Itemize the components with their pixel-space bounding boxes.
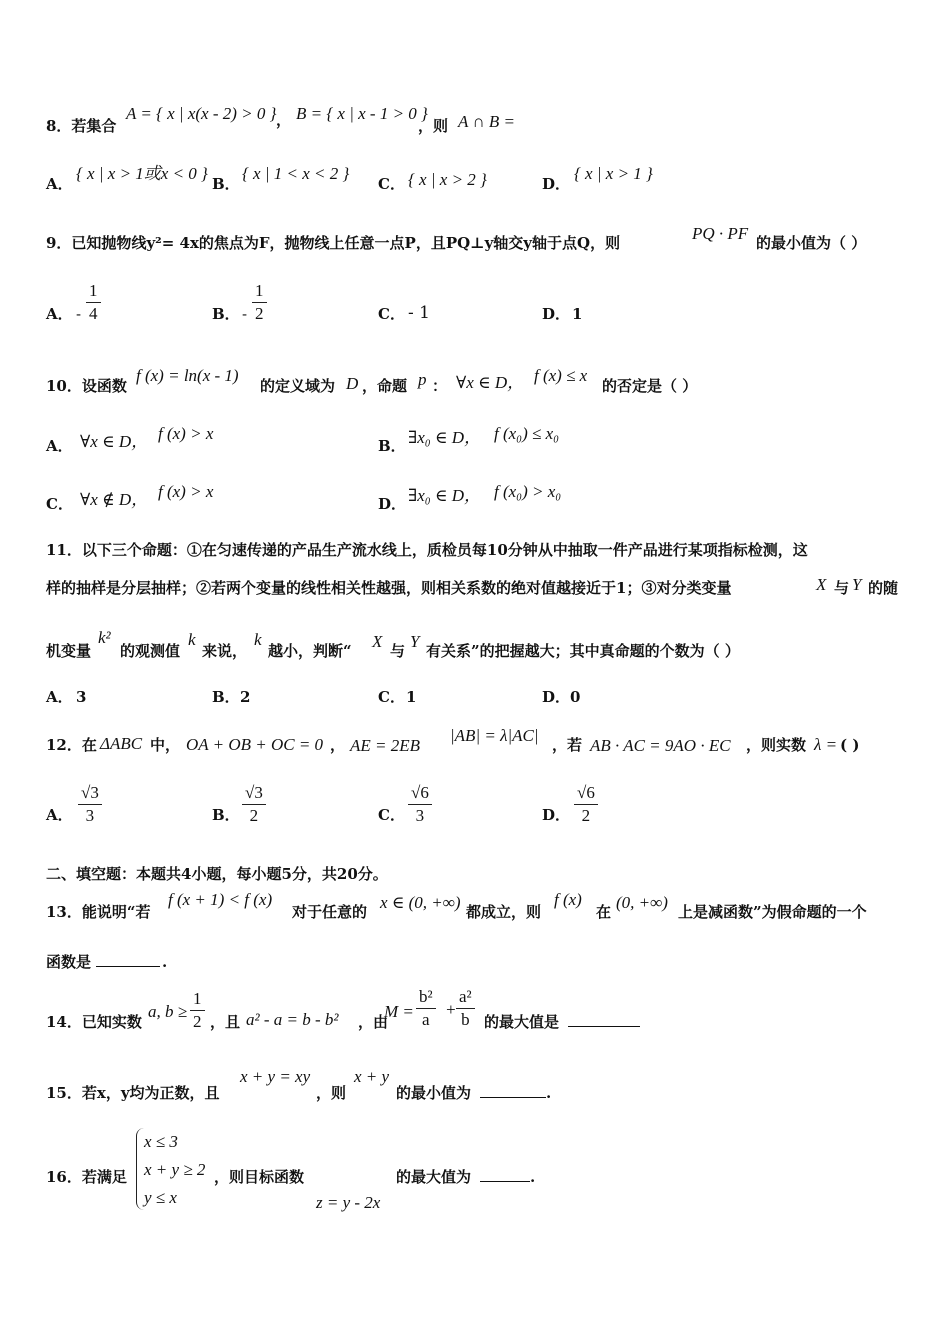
q10-p: p	[418, 370, 427, 389]
q8-prompt: 8．若集合	[46, 117, 117, 135]
q10-opt-a-quant: ∀x ∈ D，	[80, 432, 149, 451]
q11-line3c: 来说，	[202, 642, 248, 660]
q11-opt-c-label: C．	[378, 688, 405, 706]
q13-t4: 上是减函数”为假命题的一个	[678, 903, 867, 921]
q8-set-a: A = { x | x(x - 2) > 0 }	[126, 104, 277, 123]
q11-and-2: 与	[390, 642, 406, 660]
q14-half-fraction	[190, 988, 205, 1033]
numerator: a²	[456, 986, 475, 1009]
q10-cond: f (x) ≤ x	[534, 366, 588, 385]
q8-opt-a-label: A．	[46, 175, 73, 193]
q13-expr3: f (x)	[554, 890, 582, 909]
q12-lambda: λ =	[814, 735, 838, 754]
q10-colon: ：	[432, 377, 448, 395]
q10-mid2: ，命题	[362, 377, 408, 395]
q9-text: 9．已知抛物线y²= 4x的焦点为F，抛物线上任意一点P，且PQ⊥y轴交y轴于点Q，则	[46, 234, 621, 252]
q11-line3a: 机变量	[46, 642, 92, 660]
numerator: √3	[78, 782, 102, 805]
q11-line3e: 有关系”的把握越大；其中真命题的个数为（ ）	[426, 642, 740, 660]
q9-opt-d-text: 1	[572, 305, 583, 323]
q16-objective: z = y - 2x	[316, 1193, 381, 1212]
q14-expr1: a, b ≥	[148, 1002, 188, 1021]
q12-opt-b-label: B．	[212, 806, 240, 824]
q11-opt-d-text: 0	[570, 688, 581, 706]
q10-opt-d-cond: f (x₀) > x₀	[494, 482, 562, 501]
numerator: √6	[408, 782, 432, 805]
q10-opt-b-quant: ∃x₀ ∈ D，	[408, 428, 482, 447]
q14-expr2: a² - a = b - b²	[246, 1010, 339, 1029]
q15-end: .	[546, 1084, 552, 1102]
q13-answer-blank[interactable]	[96, 952, 160, 972]
q16-constraint2: x + y ≥ 2	[144, 1160, 206, 1179]
q8-then: ，则	[418, 117, 449, 135]
q10-opt-a-label: A．	[46, 437, 73, 455]
q9-opt-b-sign: -	[242, 305, 248, 323]
q11-opt-c-text: 1	[406, 688, 417, 706]
denominator: b	[461, 1010, 470, 1029]
q9-expr: PQ · PF	[692, 224, 749, 243]
q16-constraint3: y ≤ x	[144, 1188, 177, 1207]
q15-expr2: x + y	[354, 1067, 390, 1086]
q10-func: f (x) = ln(x - 1)	[136, 366, 239, 385]
q10-opt-d-label: D．	[378, 495, 407, 513]
q14-fraction2	[456, 986, 475, 1031]
q9-tail: 的最小值为（ ）	[756, 234, 867, 252]
q10-opt-c-quant: ∀x ∉ D，	[80, 490, 149, 509]
q11-line2a: 样的抽样是分层抽样；②若两个变量的线性相关性越强，则相关系数的绝对值越接近于1；③对分类变量	[46, 579, 732, 597]
q9-opt-c-text: - 1	[408, 303, 430, 323]
q9-opt-a-sign: -	[76, 305, 82, 323]
denominator: 2	[255, 304, 264, 323]
q9-opt-a-fraction	[86, 280, 101, 325]
numerator: √6	[574, 782, 598, 805]
q8-set-b: B = { x | x - 1 > 0 }	[296, 104, 428, 123]
q12-tail: ，则实数	[746, 736, 807, 754]
q15-prompt: 15．若x，y均为正数，且	[46, 1084, 220, 1102]
q13-expr4: (0, +∞)	[616, 893, 668, 912]
q8-opt-a-text: { x | x > 1或x < 0 }	[76, 164, 208, 183]
q8-opt-d-label: D．	[542, 175, 571, 193]
q14-answer-blank[interactable]	[568, 1012, 640, 1032]
denominator: 2	[249, 806, 259, 825]
q12-opt-d-fraction	[574, 782, 598, 827]
q10-domain: D	[346, 374, 359, 393]
denominator: a	[422, 1010, 430, 1029]
q12-comma: ，	[330, 736, 346, 754]
q13-line2: 函数是	[46, 953, 92, 971]
q12-opt-a-label: A．	[46, 806, 73, 824]
q11-line3d: 越小，判断“	[268, 642, 352, 660]
q11-line2b: 的随	[868, 579, 899, 597]
numerator: 1	[86, 280, 101, 303]
q15-t1: ，则	[316, 1084, 347, 1102]
denominator: 3	[415, 806, 425, 825]
denominator: 2	[581, 806, 591, 825]
q13-t1: 对于任意的	[292, 903, 368, 921]
q12-cond1: OA + OB + OC = 0	[186, 735, 324, 754]
q14-expr3: M =	[384, 1002, 414, 1021]
q15-expr1: x + y = xy	[240, 1067, 311, 1086]
denominator: 4	[89, 304, 98, 323]
q14-prompt: 14．已知实数	[46, 1013, 142, 1031]
q14-plus: +	[445, 1000, 457, 1019]
q11-opt-b-label: B．	[212, 688, 240, 706]
q10-opt-d-quant: ∃x₀ ∈ D，	[408, 486, 482, 505]
q9-opt-a-label: A．	[46, 305, 73, 323]
denominator: 2	[193, 1012, 202, 1031]
q9-opt-b-label: B．	[212, 305, 240, 323]
q15-tail: 的最小值为	[396, 1084, 472, 1102]
q10-opt-a-cond: f (x) > x	[158, 424, 214, 443]
q8-opt-b-label: B．	[212, 175, 240, 193]
q10-opt-c-label: C．	[46, 495, 73, 513]
q11-var-x: X	[816, 575, 827, 594]
q11-var-y-2: Y	[410, 632, 420, 651]
denominator: 3	[85, 806, 95, 825]
q10-opt-b-cond: f (x₀) ≤ x₀	[494, 424, 560, 443]
q11-var-y: Y	[852, 575, 862, 594]
numerator: 1	[190, 988, 205, 1011]
q11-k: k	[188, 630, 196, 649]
q8-expr: A ∩ B =	[458, 112, 515, 131]
q12-opt-d-label: D．	[542, 806, 571, 824]
q9-opt-b-fraction	[252, 280, 267, 325]
q14-t1: ，且	[210, 1013, 241, 1031]
q11-line1: 11．以下三个命题：①在匀速传递的产品生产流水线上，质检员每10分钟从中抽取一件产品进行某项指标检测，这	[46, 541, 808, 559]
q13-prompt: 13．能说明“若	[46, 903, 151, 921]
q16-t1: ，则目标函数	[214, 1168, 305, 1186]
q16-end: .	[530, 1168, 536, 1186]
q9-opt-d-label: D．	[542, 305, 571, 323]
q16-tail: 的最大值为	[396, 1168, 472, 1186]
q10-prompt: 10．设函数	[46, 377, 127, 395]
numerator: 1	[252, 280, 267, 303]
q8-opt-c-text: { x | x > 2 }	[408, 170, 487, 189]
q16-answer-blank[interactable]	[480, 1167, 530, 1187]
q13-t3: 在	[596, 903, 612, 921]
q12-ruo: ，若	[552, 736, 583, 754]
q15-answer-blank[interactable]	[480, 1083, 546, 1103]
q10-mid: 的定义域为	[260, 377, 336, 395]
q8-opt-d-text: { x | x > 1 }	[574, 164, 653, 183]
q12-zhong: 中，	[150, 736, 181, 754]
q12-opt-c-label: C．	[378, 806, 405, 824]
q11-k-2: k	[254, 630, 262, 649]
q13-t2: 都成立，则	[466, 903, 542, 921]
q12-opt-b-fraction	[242, 782, 266, 827]
q12-cond4: AB · AC = 9AO · EC	[590, 736, 731, 755]
q11-opt-a-text: 3	[76, 688, 87, 706]
q14-tail: 的最大值是	[484, 1013, 560, 1031]
q10-tail: 的否定是（ ）	[602, 377, 698, 395]
q13-expr1: f (x + 1) < f (x)	[168, 890, 273, 909]
q8-sep: ，	[276, 111, 292, 129]
q13-end: .	[162, 953, 168, 971]
q11-k2: k²	[98, 628, 111, 647]
q14-t2: ，由	[358, 1013, 389, 1031]
q12-opt-a-fraction	[78, 782, 102, 827]
numerator: √3	[242, 782, 266, 805]
q16-prompt: 16．若满足	[46, 1168, 127, 1186]
q13-expr2: x ∈ (0, +∞)	[380, 893, 461, 912]
q12-prompt: 12．在	[46, 736, 97, 754]
q11-line3b: 的观测值	[120, 642, 181, 660]
q11-var-x-2: X	[372, 632, 383, 651]
section-fill-in-title: 二、填空题：本题共4小题，每小题5分，共20分。	[46, 865, 388, 883]
q11-opt-d-label: D．	[542, 688, 571, 706]
q12-triangle: ΔABC	[100, 734, 143, 753]
q9-opt-c-label: C．	[378, 305, 405, 323]
q12-paren: ( )	[840, 736, 860, 754]
q16-constraint1: x ≤ 3	[144, 1132, 178, 1151]
q10-forall: ∀x ∈ D，	[456, 373, 525, 392]
q11-opt-a-label: A．	[46, 688, 73, 706]
q12-opt-c-fraction	[408, 782, 432, 827]
numerator: b²	[416, 986, 436, 1009]
q12-cond2: AE = 2EB	[350, 736, 421, 755]
q8-opt-b-text: { x | 1 < x < 2 }	[242, 164, 350, 183]
q10-opt-b-label: B．	[378, 437, 406, 455]
q11-and: 与	[834, 579, 850, 597]
q10-opt-c-cond: f (x) > x	[158, 482, 214, 501]
q11-opt-b-text: 2	[240, 688, 251, 706]
q14-fraction1	[416, 986, 436, 1031]
q8-opt-c-label: C．	[378, 175, 405, 193]
q12-cond3: |AB| = λ|AC|	[450, 726, 539, 745]
